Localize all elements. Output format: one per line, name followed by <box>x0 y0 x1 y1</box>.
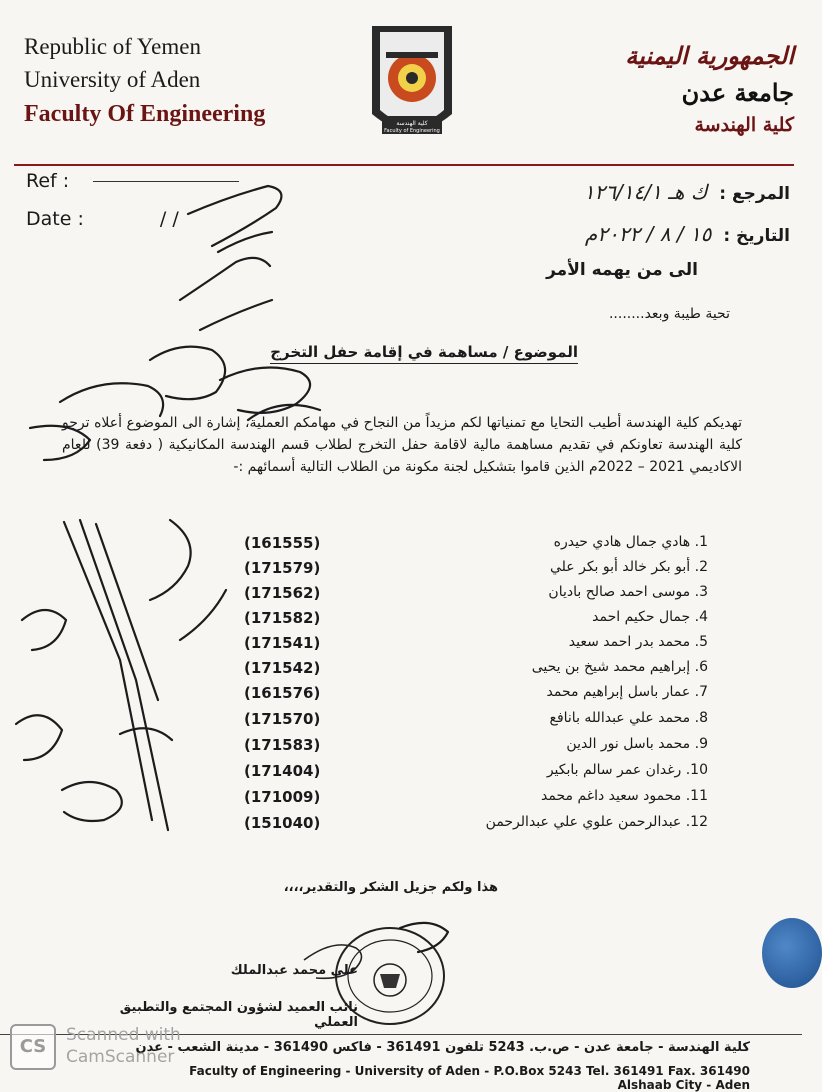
date-slashes: / / <box>159 208 179 230</box>
country-name-ar: الجمهورية اليمنية <box>625 41 794 70</box>
student-name: 1. هادي جمال هادي حيدره <box>553 534 708 550</box>
list-item <box>0 736 802 759</box>
student-id: (151040) <box>244 814 321 832</box>
country-name: Republic of Yemen <box>24 34 201 59</box>
logo-text-en: Faculty of Engineering <box>384 128 440 134</box>
date-label: Date : <box>26 208 84 230</box>
list-item <box>0 814 802 837</box>
greeting-line: تحية طيبة وبعد........ <box>608 306 730 322</box>
student-name: 7. عمار باسل إبراهيم محمد <box>546 684 708 700</box>
list-item <box>0 584 802 607</box>
date-label-ar: التاريخ : <box>723 226 790 246</box>
camscanner-line2: CamScanner <box>66 1047 175 1067</box>
student-name: 12. عبدالرحمن علوي علي عبدالرحمن <box>485 814 708 830</box>
student-id: (171009) <box>244 788 321 806</box>
logo-text-ar: كلية الهندسة <box>396 120 428 127</box>
student-id: (171582) <box>244 609 321 627</box>
subject-line <box>178 343 578 361</box>
list-item <box>0 609 802 632</box>
list-item <box>0 559 802 582</box>
closing-thanks: هذا ولكم جزيل الشكر والتقدير،،،، <box>283 880 498 895</box>
student-name: 4. جمال حكيم احمد <box>592 609 708 625</box>
ref-english <box>26 170 239 192</box>
university-logo <box>366 22 458 152</box>
ref-line <box>93 181 239 182</box>
student-name: 8. محمد علي عبدالله بانافع <box>549 710 708 726</box>
date-arabic <box>490 222 790 246</box>
student-id: (171541) <box>244 634 321 652</box>
student-id: (161555) <box>244 534 321 552</box>
camscanner-text <box>66 1024 181 1068</box>
footer-arabic: كلية الهندسة - جامعة عدن - ص.ب. 5243 تلفون 361491 - فاكس 361490 - مدينة الشعب - عدن <box>135 1040 750 1055</box>
faculty-name: Faculty Of Engineering <box>24 101 266 127</box>
letterhead-arabic <box>574 36 794 140</box>
university-name: University of Aden <box>24 67 201 92</box>
list-item <box>0 788 802 811</box>
signer-name: علي محمد عبدالملك <box>230 963 358 978</box>
student-id: (171579) <box>244 559 321 577</box>
list-item <box>0 534 802 557</box>
list-item <box>0 659 802 682</box>
ref-label-ar: المرجع : <box>719 184 790 204</box>
ref-label: Ref : <box>26 170 70 192</box>
student-id: (161576) <box>244 684 321 702</box>
ref-arabic <box>490 180 790 204</box>
student-name: 6. إبراهيم محمد شيخ بن يحيى <box>531 659 708 675</box>
signer-title: نائب العميد لشؤون المجتمع والتطبيق العملي <box>119 1000 358 1030</box>
student-id: (171404) <box>244 762 321 780</box>
student-name: 3. موسى احمد صالح باديان <box>548 584 708 600</box>
date-value-ar: ١٥ / ٨ / ٢٠٢٢م <box>584 222 712 246</box>
student-id: (171542) <box>244 659 321 677</box>
list-item <box>0 710 802 733</box>
student-name: 2. أبو بكر خالد أبو بكر علي <box>549 559 708 575</box>
list-item <box>0 634 802 657</box>
letter-body: تهديكم كلية الهندسة أطيب التحايا مع تمنياتها لكم مزيداً من النجاح في مهامكم العملية، إشارة الى الموضوع أعلاه ترجو كلية الهندسة تعاونكم في تقديم مساهمة مالية لاقامة حفل التخرج لطلاب قسم الهندسة المكانيكية ( دفعة 39) للعام الاكاديمي 2021 – 2022م الذين قاموا بتشكيل لجنة مكونة من الطلاب التالية أسمائهم :- <box>62 415 743 475</box>
header-divider <box>14 164 794 166</box>
camscanner-line1: Scanned with <box>66 1025 181 1045</box>
camscanner-badge: CS <box>10 1024 56 1070</box>
student-id: (171570) <box>244 710 321 728</box>
student-name: 11. محمود سعيد داغم محمد <box>541 788 708 804</box>
university-name-ar: جامعة عدن <box>681 78 794 107</box>
student-id: (171583) <box>244 736 321 754</box>
student-name: 5. محمد بدر احمد سعيد <box>568 634 708 650</box>
date-english <box>26 208 179 230</box>
student-name: 10. رغدان عمر سالم بابكير <box>546 762 708 778</box>
subject-text: الموضوع / مساهمة في إقامة حفل التخرج <box>270 343 578 364</box>
blue-ink-blob <box>762 918 822 988</box>
footer-english: Faculty of Engineering - University of Aden - P.O.Box 5243 Tel. 361491 Fax. 361490 Alshaab City - Aden <box>189 1064 750 1092</box>
student-name: 9. محمد باسل نور الدين <box>566 736 708 752</box>
list-item <box>0 762 802 785</box>
list-item <box>0 684 802 707</box>
letterhead-english <box>24 30 265 132</box>
faculty-name-ar: كلية الهندسة <box>694 114 794 136</box>
student-id: (171562) <box>244 584 321 602</box>
recipient-line: الى من يهمه الأمر <box>546 260 698 280</box>
ref-value-ar: ك هـ ١٢٦/١٤/١ <box>583 180 708 204</box>
